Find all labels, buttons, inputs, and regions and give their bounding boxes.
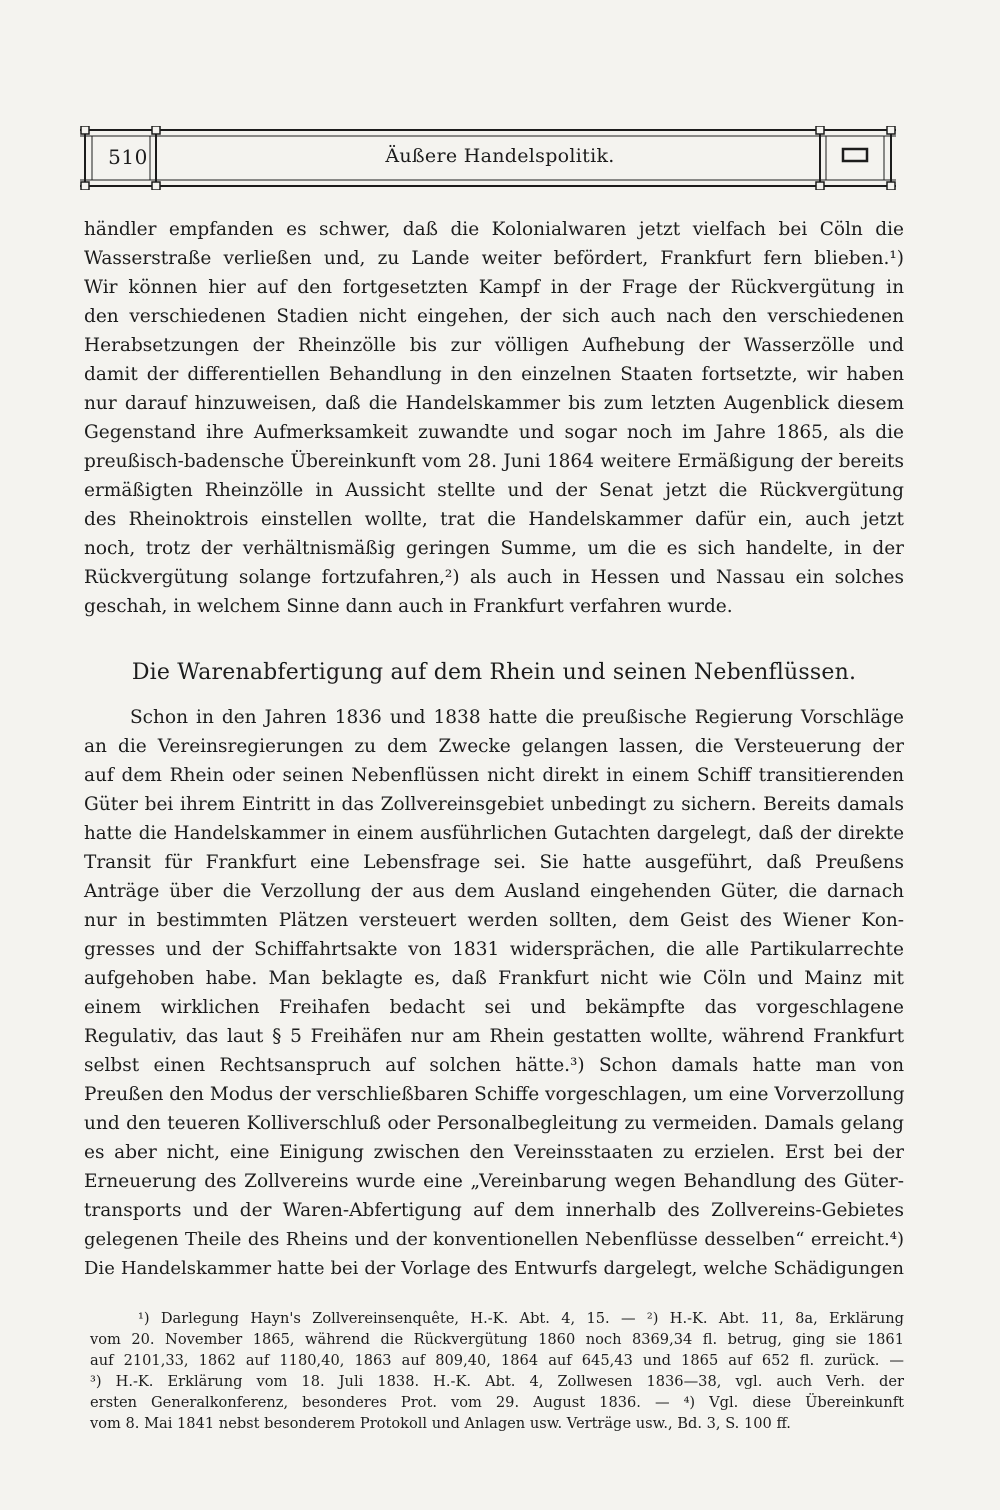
footnotes bbox=[90, 1308, 904, 1434]
page-number: 510 bbox=[108, 145, 148, 169]
text-line: Herabsetzungen der Rheinzölle bis zur völligen Aufhebung der Wasserzölle und bbox=[84, 335, 904, 356]
text-line: es aber nicht, eine Einigung zwischen den Vereinsstaaten zu erzielen. Erst bei der bbox=[84, 1142, 904, 1163]
text-line: Transit für Frankfurt eine Lebensfrage sei. Sie hatte ausgeführt, daß Preußens bbox=[84, 852, 904, 873]
body-paragraph-2 bbox=[84, 703, 904, 1283]
text-line: gelegenen Theile des Rheins und der konventionellen Nebenflüsse desselben“ erreicht.⁴) bbox=[84, 1229, 904, 1250]
footnote-line: vom 20. November 1865, während die Rückvergütung 1860 noch 8369,34 fl. betrug, ging sie 1861 bbox=[90, 1331, 904, 1348]
text-line: gresses und der Schiffahrtsakte von 1831 widersprächen, die alle Partikularrechte bbox=[84, 939, 904, 960]
text-line: geschah, in welchem Sinne dann auch in Frankfurt verfahren wurde. bbox=[84, 596, 733, 617]
text-line: des Rheinoktrois einstellen wollte, trat die Handelskammer dafür ein, auch jetzt bbox=[84, 509, 904, 530]
text-line: und den teueren Kolliverschluß oder Personalbegleitung zu vermeiden. Damals gelang bbox=[84, 1113, 904, 1134]
text-line: aufgehoben habe. Man beklagte es, daß Frankfurt nicht wie Cöln und Mainz mit bbox=[84, 968, 904, 989]
text-line: Die Handelskammer hatte bei der Vorlage des Entwurfs dargelegt, welche Schädigungen bbox=[84, 1258, 904, 1279]
text-line: Güter bei ihrem Eintritt in das Zollvereinsgebiet unbedingt zu sichern. Bereits damals bbox=[84, 794, 904, 815]
footnote-line: ³) H.-K. Erklärung vom 18. Juli 1838. H.-K. Abt. 4, Zollwesen 1836—38, vgl. auch Verh. der bbox=[90, 1373, 904, 1390]
text-line: selbst einen Rechtsanspruch auf solchen hätte.³) Schon damals hatte man von bbox=[84, 1055, 904, 1076]
text-line: Anträge über die Verzollung der aus dem Ausland eingehenden Güter, die darnach bbox=[84, 881, 904, 902]
text-line: Schon in den Jahren 1836 und 1838 hatte die preußische Regierung Vorschläge bbox=[130, 707, 904, 728]
text-line: Gegenstand ihre Aufmerksamkeit zuwandte und sogar noch im Jahre 1865, als die bbox=[84, 422, 904, 443]
text-line: Wasserstraße verließen und, zu Lande weiter befördert, Frankfurt fern blieben.¹) bbox=[84, 248, 904, 269]
text-line: preußisch-badensche Übereinkunft vom 28. Juni 1864 weitere Ermäßigung der bereits bbox=[84, 451, 904, 472]
footnote-line: ersten Generalkonferenz, besonderes Prot. vom 29. August 1836. — ⁴) Vgl. diese Übereinkunft bbox=[90, 1394, 904, 1411]
footnote-line: auf 2101,33, 1862 auf 1180,40, 1863 auf 809,40, 1864 auf 645,43 und 1865 auf 652 fl. zurück. — bbox=[90, 1352, 904, 1369]
running-header bbox=[80, 126, 896, 190]
text-line: noch, trotz der verhältnismäßig geringen Summe, um die es sich handelte, in der bbox=[84, 538, 904, 559]
footnote-line: ¹) Darlegung Hayn's Zollvereinsenquête, H.-K. Abt. 4, 15. — ²) H.-K. Abt. 11, 8a, Erklärung bbox=[138, 1310, 904, 1327]
text-line: Rückvergütung solange fortzufahren,²) als auch in Hessen und Nassau ein solches bbox=[84, 567, 904, 588]
text-line: damit der differentiellen Behandlung in den einzelnen Staaten fortsetzte, wir haben bbox=[84, 364, 904, 385]
text-line: ermäßigten Rheinzölle in Aussicht stellte und der Senat jetzt die Rückvergütung bbox=[84, 480, 904, 501]
text-line: nur darauf hinzuweisen, daß die Handelskammer bis zum letzten Augenblick diesem bbox=[84, 393, 904, 414]
text-line: auf dem Rhein oder seinen Nebenflüssen nicht direkt in einem Schiff transitierenden bbox=[84, 765, 904, 786]
text-line: Erneuerung des Zollvereins wurde eine „Vereinbarung wegen Behandlung des Güter- bbox=[84, 1171, 904, 1192]
text-line: händler empfanden es schwer, daß die Kolonialwaren jetzt vielfach bei Cöln die bbox=[84, 219, 904, 240]
running-title: Äußere Handelspolitik. bbox=[385, 145, 615, 167]
footnote-line: vom 8. Mai 1841 nebst besonderem Protokoll und Anlagen usw. Verträge usw., Bd. 3, S. 100 ff. bbox=[90, 1415, 791, 1432]
text-line: einem wirklichen Freihafen bedacht sei und bekämpfte das vorgeschlagene bbox=[84, 997, 904, 1018]
body-paragraph-1 bbox=[84, 215, 904, 621]
text-line: nur in bestimmten Plätzen versteuert werden sollten, dem Geist des Wiener Kon- bbox=[84, 910, 904, 931]
text-line: Regulativ, das laut § 5 Freihäfen nur am Rhein gestatten wollte, während Frankfurt bbox=[84, 1026, 904, 1047]
text-line: Wir können hier auf den fortgesetzten Kampf in der Frage der Rückvergütung in bbox=[84, 277, 904, 298]
text-line: an die Vereinsregierungen zu dem Zwecke gelangen lassen, die Versteuerung der bbox=[84, 736, 904, 757]
text-line: transports und der Waren-Abfertigung auf dem innerhalb des Zollvereins-Gebietes bbox=[84, 1200, 904, 1221]
text-line: hatte die Handelskammer in einem ausführlichen Gutachten dargelegt, daß der direkte bbox=[84, 823, 904, 844]
text-line: Preußen den Modus der verschließbaren Schiffe vorgeschlagen, um eine Vorverzollung bbox=[84, 1084, 905, 1105]
section-heading: Die Warenabfertigung auf dem Rhein und seinen Nebenflüssen. bbox=[131, 660, 857, 685]
text-line: den verschiedenen Stadien nicht eingehen, der sich auch nach den verschiedenen bbox=[84, 306, 904, 327]
